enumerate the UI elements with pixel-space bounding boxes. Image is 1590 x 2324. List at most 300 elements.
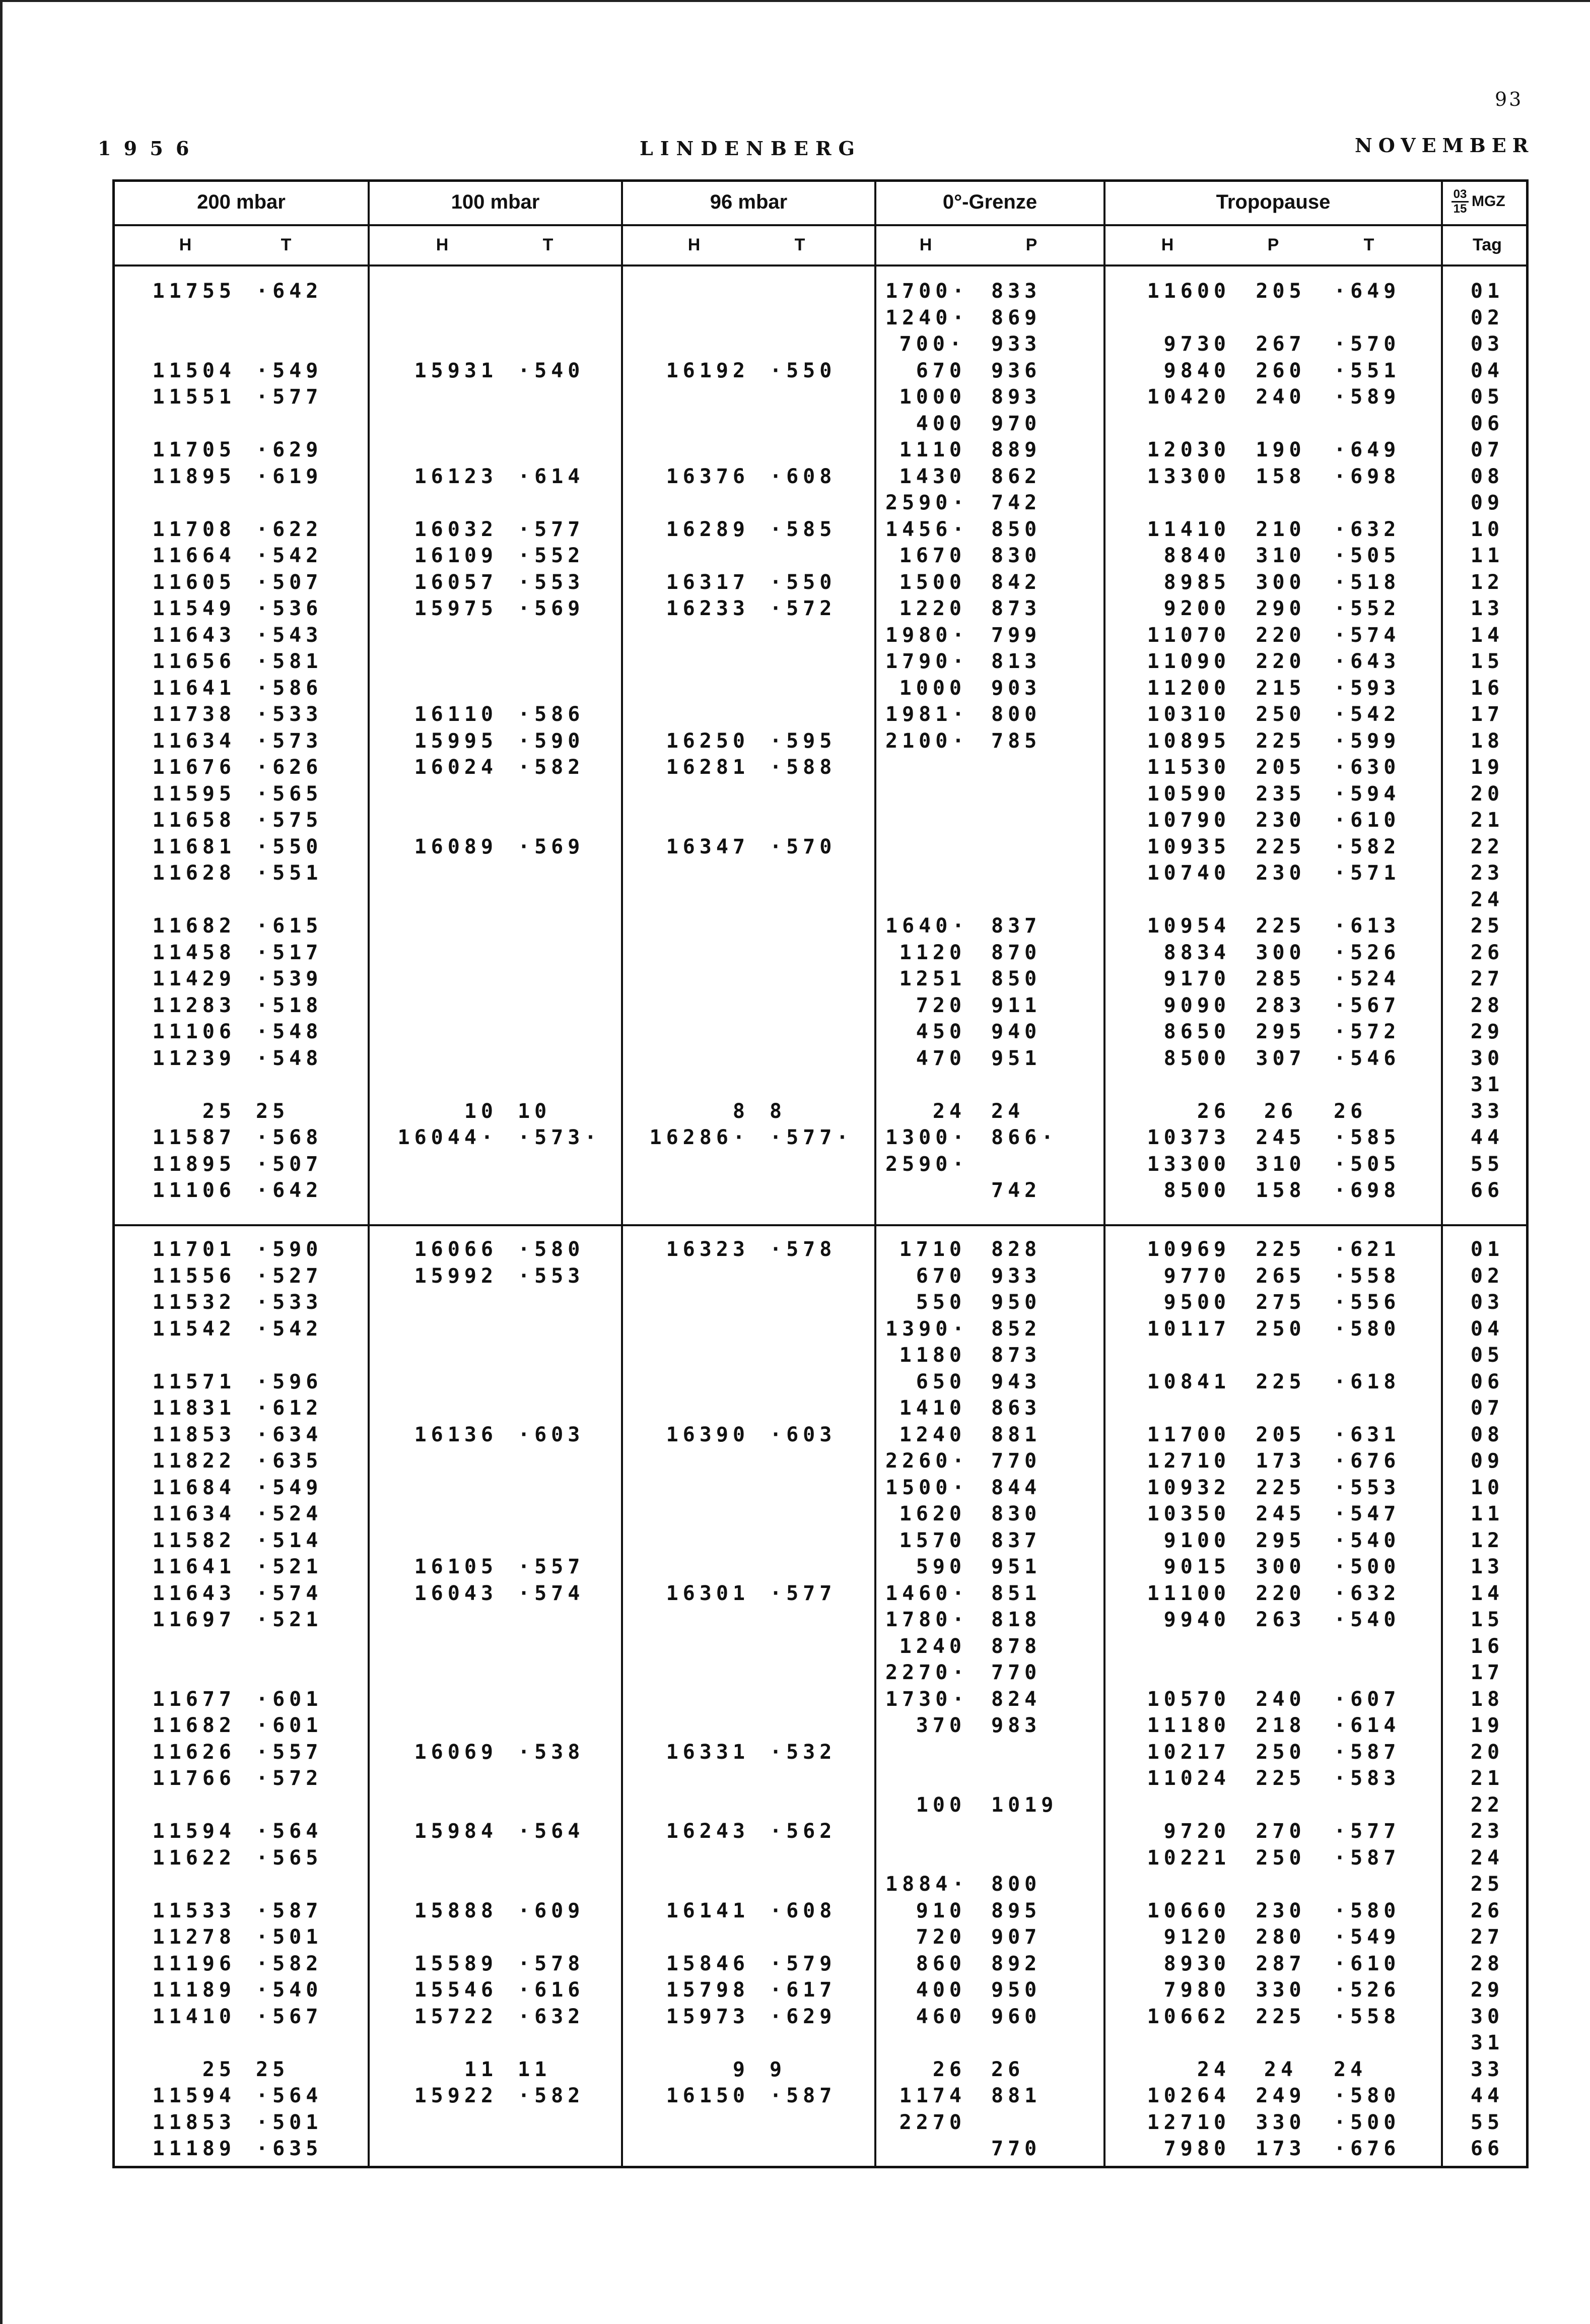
mgz-fraction — [1451, 188, 1469, 216]
cell-htp: 10590 — [1147, 782, 1230, 806]
cell-t200: ·629 — [256, 438, 323, 461]
cell-ptp: 24 — [1264, 2057, 1298, 2081]
cell-ptp: 205 — [1256, 1423, 1306, 1446]
cell-h0: 1790· — [885, 650, 969, 673]
cell-ptp: 250 — [1256, 1740, 1306, 1764]
cell-h96: 16323 — [666, 1238, 749, 1261]
cell-p0: 799 — [991, 623, 1042, 647]
cell-htp: 8834 — [1163, 941, 1230, 964]
cell-ptp: 220 — [1256, 623, 1306, 647]
cell-p0: 892 — [991, 1952, 1042, 1975]
cell-p0: 933 — [991, 1264, 1042, 1288]
cell-htp: 8840 — [1163, 544, 1230, 567]
cell-tag: 28 — [1470, 993, 1504, 1017]
cell-ptp: 240 — [1256, 385, 1306, 409]
cell-t200: ·549 — [256, 1476, 323, 1499]
subheader-divider — [115, 264, 1526, 267]
cell-ptp: 205 — [1256, 280, 1306, 303]
cell-t200: ·581 — [256, 650, 323, 673]
cell-ptp: 225 — [1256, 1767, 1306, 1790]
cell-t200: ·642 — [256, 1179, 323, 1202]
cell-h0: 370 — [916, 1714, 966, 1737]
cell-ttp: 24 — [1334, 2057, 1367, 2081]
cell-tag: 13 — [1470, 597, 1504, 620]
cell-h0: 1980· — [885, 623, 969, 647]
cell-tag: 55 — [1470, 1152, 1504, 1176]
cell-h0: 1640· — [885, 914, 969, 938]
cell-h0: 1000 — [899, 385, 966, 409]
cell-ttp: ·599 — [1334, 729, 1401, 753]
cell-p0: 870 — [991, 941, 1042, 964]
cell-h0: 1730· — [885, 1687, 969, 1711]
cell-ptp: 263 — [1256, 1608, 1306, 1631]
cell-tag: 15 — [1470, 650, 1504, 673]
cell-h200: 11822 — [152, 1449, 236, 1473]
cell-ttp: ·587 — [1334, 1846, 1401, 1870]
cell-h200: 11532 — [152, 1291, 236, 1314]
cell-ttp: ·580 — [1334, 1899, 1401, 1922]
cell-h0: 720 — [916, 1925, 966, 1949]
cell-h0: 1240 — [899, 1634, 966, 1658]
cell-h0: 1300· — [885, 1126, 969, 1149]
cell-p0: 940 — [991, 1020, 1042, 1043]
cell-ptp: 235 — [1256, 782, 1306, 806]
subheader-h200: H — [179, 235, 192, 254]
cell-tag: 12 — [1470, 1529, 1504, 1552]
cell-p0: 828 — [991, 1238, 1042, 1261]
cell-t96: ·562 — [770, 1820, 837, 1843]
cell-h200: 11634 — [152, 729, 236, 753]
cell-t200: ·612 — [256, 1397, 323, 1420]
column-divider — [368, 182, 370, 2166]
cell-h100: 16024 — [414, 756, 498, 779]
cell-t200: ·634 — [256, 1423, 323, 1446]
cell-t200: ·521 — [256, 1555, 323, 1578]
cell-t200: ·590 — [256, 1238, 323, 1261]
cell-ttp: ·583 — [1334, 1767, 1401, 1790]
cell-ptp: 218 — [1256, 1714, 1306, 1737]
cell-t200: 25 — [256, 1099, 290, 1123]
cell-h100: 10 — [464, 1099, 498, 1123]
cell-h200: 11676 — [152, 756, 236, 779]
cell-h100: 16123 — [414, 464, 498, 488]
cell-t100: ·582 — [518, 2084, 585, 2107]
cell-h0: 2270 — [899, 2110, 966, 2134]
cell-ttp: ·613 — [1334, 914, 1401, 938]
cell-h200: 11681 — [152, 835, 236, 858]
cell-h200: 11556 — [152, 1264, 236, 1288]
cell-p0: 881 — [991, 2084, 1042, 2107]
cell-t100: ·569 — [518, 835, 585, 858]
cell-t200: ·548 — [256, 1046, 323, 1070]
cell-h200: 11571 — [152, 1370, 236, 1393]
cell-t200: ·550 — [256, 835, 323, 858]
cell-htp: 9090 — [1163, 993, 1230, 1017]
cell-t200: ·564 — [256, 1820, 323, 1843]
cell-htp: 13300 — [1147, 464, 1230, 488]
cell-h200: 11658 — [152, 809, 236, 832]
cell-ptp: 245 — [1256, 1502, 1306, 1525]
cell-t100: ·578 — [518, 1952, 585, 1975]
cell-h0: 1456· — [885, 517, 969, 541]
cell-h200: 11664 — [152, 544, 236, 567]
cell-h0: 26 — [932, 2057, 966, 2081]
cell-p0: 943 — [991, 1370, 1042, 1393]
cell-tag: 04 — [1470, 359, 1504, 382]
cell-ttp: ·567 — [1334, 993, 1401, 1017]
cell-t200: ·596 — [256, 1370, 323, 1393]
cell-htp: 8930 — [1163, 1952, 1230, 1975]
cell-h200: 11542 — [152, 1317, 236, 1341]
cell-ttp: ·580 — [1334, 1317, 1401, 1341]
column-divider — [1441, 182, 1443, 2166]
cell-t96: ·532 — [770, 1740, 837, 1764]
cell-h0: 700· — [899, 333, 966, 356]
cell-t100: ·538 — [518, 1740, 585, 1764]
cell-ttp: ·505 — [1334, 1152, 1401, 1176]
cell-h96: 16317 — [666, 570, 749, 594]
cell-ptp: 158 — [1256, 1179, 1306, 1202]
cell-t100: ·616 — [518, 1978, 585, 2002]
cell-t200: 25 — [256, 2057, 290, 2081]
cell-htp: 10841 — [1147, 1370, 1230, 1393]
mgz-header — [1447, 186, 1523, 221]
cell-p0: 844 — [991, 1476, 1042, 1499]
cell-ptp: 230 — [1256, 809, 1306, 832]
cell-h200: 11587 — [152, 1126, 236, 1149]
cell-h200: 11628 — [152, 861, 236, 885]
cell-h0: 860 — [916, 1952, 966, 1975]
cell-h0: 1120 — [899, 941, 966, 964]
cell-tag: 21 — [1470, 809, 1504, 832]
cell-h0: 1220 — [899, 597, 966, 620]
cell-htp: 9500 — [1163, 1291, 1230, 1314]
cell-tag: 04 — [1470, 1317, 1504, 1341]
cell-h0: 1174 — [899, 2084, 966, 2107]
cell-h100: 15888 — [414, 1899, 498, 1922]
cell-htp: 8985 — [1163, 570, 1230, 594]
cell-h200: 11853 — [152, 1423, 236, 1446]
cell-h0: 1240· — [885, 306, 969, 329]
cell-h100: 15984 — [414, 1820, 498, 1843]
cell-h100: 16044· — [397, 1126, 498, 1149]
cell-ptp: 225 — [1256, 2005, 1306, 2028]
cell-htp: 11530 — [1147, 756, 1230, 779]
cell-htp: 7980 — [1163, 2137, 1230, 2160]
cell-t96: ·587 — [770, 2084, 837, 2107]
cell-htp: 10935 — [1147, 835, 1230, 858]
group-header-zero-degree: 0°-Grenze — [942, 191, 1038, 213]
cell-htp: 12030 — [1147, 438, 1230, 461]
subheader-ttp: T — [1363, 235, 1374, 254]
cell-h200: 11605 — [152, 570, 236, 594]
cell-h96: 16233 — [666, 597, 749, 620]
cell-ttp: ·518 — [1334, 570, 1401, 594]
cell-h0: 100 — [916, 1793, 966, 1817]
subheader-p0: P — [1025, 235, 1038, 254]
cell-ttp: ·500 — [1334, 2110, 1401, 2134]
cell-h0: 670 — [916, 359, 966, 382]
cell-p0: 818 — [991, 1608, 1042, 1631]
cell-h100: 16105 — [414, 1555, 498, 1578]
cell-tag: 21 — [1470, 1767, 1504, 1790]
cell-h200: 11239 — [152, 1046, 236, 1070]
cell-p0: 970 — [991, 412, 1042, 435]
cell-t96: ·577 — [770, 1581, 837, 1605]
cell-ttp: ·540 — [1334, 1529, 1401, 1552]
cell-h0: 2100· — [885, 729, 969, 753]
cell-htp: 10117 — [1147, 1317, 1230, 1341]
cell-h0: 1981· — [885, 703, 969, 726]
cell-h200: 11831 — [152, 1397, 236, 1420]
cell-p0: 951 — [991, 1555, 1042, 1578]
cell-tag: 17 — [1470, 1661, 1504, 1684]
cell-h96: 9 — [732, 2057, 749, 2081]
cell-tag: 31 — [1470, 2031, 1504, 2054]
cell-tag: 14 — [1470, 1581, 1504, 1605]
cell-htp: 10662 — [1147, 2005, 1230, 2028]
cell-t200: ·533 — [256, 703, 323, 726]
cell-t200: ·573 — [256, 729, 323, 753]
cell-h100: 16110 — [414, 703, 498, 726]
cell-h200: 11643 — [152, 623, 236, 647]
cell-tag: 02 — [1470, 306, 1504, 329]
cell-h96: 16250 — [666, 729, 749, 753]
cell-h0: 550 — [916, 1291, 966, 1314]
cell-tag: 30 — [1470, 1046, 1504, 1070]
cell-ttp: ·632 — [1334, 1581, 1401, 1605]
cell-tag: 25 — [1470, 1873, 1504, 1896]
cell-t200: ·543 — [256, 623, 323, 647]
cell-p0: 951 — [991, 1046, 1042, 1070]
cell-h0: 1700· — [885, 280, 969, 303]
cell-p0: 770 — [991, 2137, 1042, 2160]
cell-h200: 11189 — [152, 1978, 236, 2002]
cell-h0: 650 — [916, 1370, 966, 1393]
cell-ptp: 283 — [1256, 993, 1306, 1017]
cell-p0: 824 — [991, 1687, 1042, 1711]
cell-p0: 850 — [991, 967, 1042, 990]
cell-t96: ·617 — [770, 1978, 837, 2002]
cell-t96: ·550 — [770, 359, 837, 382]
cell-h200: 11429 — [152, 967, 236, 990]
cell-tag: 13 — [1470, 1555, 1504, 1578]
cell-p0: 24 — [991, 1099, 1025, 1123]
cell-htp: 10217 — [1147, 1740, 1230, 1764]
cell-h200: 11641 — [152, 676, 236, 700]
cell-tag: 33 — [1470, 2057, 1504, 2081]
cell-h200: 11582 — [152, 1529, 236, 1552]
cell-p0: 785 — [991, 729, 1042, 753]
cell-t100: ·553 — [518, 1264, 585, 1288]
cell-tag: 12 — [1470, 570, 1504, 594]
cell-ptp: 26 — [1264, 1099, 1298, 1123]
cell-h200: 11697 — [152, 1608, 236, 1631]
subheader-htp: H — [1161, 235, 1174, 254]
cell-h200: 11705 — [152, 438, 236, 461]
cell-t200: ·587 — [256, 1899, 323, 1922]
cell-t200: ·524 — [256, 1502, 323, 1525]
cell-p0: 983 — [991, 1714, 1042, 1737]
mgz-fraction-top: 03 — [1451, 188, 1469, 203]
cell-h200: 11504 — [152, 359, 236, 382]
group-header-divider — [115, 224, 1526, 226]
cell-ttp: ·618 — [1334, 1370, 1401, 1393]
cell-tag: 18 — [1470, 729, 1504, 753]
cell-h200: 11626 — [152, 1740, 236, 1764]
cell-t200: ·542 — [256, 544, 323, 567]
cell-t100: ·552 — [518, 544, 585, 567]
cell-ptp: 310 — [1256, 544, 1306, 567]
cell-ptp: 225 — [1256, 1370, 1306, 1393]
cell-ptp: 280 — [1256, 1925, 1306, 1949]
cell-h200: 11283 — [152, 993, 236, 1017]
cell-t96: ·608 — [770, 464, 837, 488]
cell-ptp: 287 — [1256, 1952, 1306, 1975]
cell-p0: 936 — [991, 359, 1042, 382]
cell-htp: 10350 — [1147, 1502, 1230, 1525]
cell-htp: 10373 — [1147, 1126, 1230, 1149]
cell-ttp: ·631 — [1334, 1423, 1401, 1446]
cell-h100: 15722 — [414, 2005, 498, 2028]
cell-h0: 1110 — [899, 438, 966, 461]
cell-htp: 9100 — [1163, 1529, 1230, 1552]
cell-t96: ·603 — [770, 1423, 837, 1446]
cell-tag: 24 — [1470, 888, 1504, 911]
cell-tag: 08 — [1470, 464, 1504, 488]
cell-ptp: 295 — [1256, 1020, 1306, 1043]
cell-htp: 11410 — [1147, 517, 1230, 541]
cell-h200: 11189 — [152, 2137, 236, 2160]
cell-p0: 830 — [991, 544, 1042, 567]
cell-t100: ·632 — [518, 2005, 585, 2028]
cell-h96: 16243 — [666, 1820, 749, 1843]
cell-t100: 10 — [518, 1099, 551, 1123]
cell-h0: 1780· — [885, 1608, 969, 1631]
cell-ttp: ·524 — [1334, 967, 1401, 990]
cell-t200: ·551 — [256, 861, 323, 885]
cell-p0: 866· — [991, 1126, 1058, 1149]
cell-h0: 470 — [916, 1046, 966, 1070]
cell-tag: 28 — [1470, 1952, 1504, 1975]
subheader-h0: H — [919, 235, 932, 254]
cell-tag: 01 — [1470, 280, 1504, 303]
cell-h0: 590 — [916, 1555, 966, 1578]
cell-tag: 06 — [1470, 1370, 1504, 1393]
cell-htp: 9770 — [1163, 1264, 1230, 1288]
cell-htp: 10660 — [1147, 1899, 1230, 1922]
cell-p0: 907 — [991, 1925, 1042, 1949]
cell-htp: 12710 — [1147, 1449, 1230, 1473]
cell-h100: 15992 — [414, 1264, 498, 1288]
cell-ptp: 220 — [1256, 1581, 1306, 1605]
cell-p0: 852 — [991, 1317, 1042, 1341]
cell-h200: 11551 — [152, 385, 236, 409]
top-page-edge — [0, 0, 1590, 2]
cell-t96: ·579 — [770, 1952, 837, 1975]
cell-htp: 9170 — [1163, 967, 1230, 990]
group-header-tropopause: Tropopause — [1216, 191, 1331, 213]
cell-htp: 11700 — [1147, 1423, 1230, 1446]
cell-tag: 16 — [1470, 676, 1504, 700]
cell-h0: 1390· — [885, 1317, 969, 1341]
cell-h200: 11458 — [152, 941, 236, 964]
cell-ptp: 290 — [1256, 597, 1306, 620]
cell-t96: ·608 — [770, 1899, 837, 1922]
cell-p0: 933 — [991, 333, 1042, 356]
cell-htp: 11100 — [1147, 1581, 1230, 1605]
cell-tag: 11 — [1470, 544, 1504, 567]
cell-h96: 16192 — [666, 359, 749, 382]
cell-h200: 11622 — [152, 1846, 236, 1870]
cell-ptp: 300 — [1256, 570, 1306, 594]
cell-p0: 26 — [991, 2057, 1025, 2081]
cell-tag: 05 — [1470, 385, 1504, 409]
cell-ptp: 330 — [1256, 1978, 1306, 2002]
cell-ttp: ·577 — [1334, 1820, 1401, 1843]
cell-t100: ·564 — [518, 1820, 585, 1843]
cell-t96: 8 — [770, 1099, 787, 1123]
cell-htp: 8500 — [1163, 1046, 1230, 1070]
year-heading: 1 9 5 6 — [98, 137, 192, 160]
cell-tag: 18 — [1470, 1687, 1504, 1711]
cell-ttp: ·556 — [1334, 1291, 1401, 1314]
cell-ttp: 26 — [1334, 1099, 1367, 1123]
cell-ptp: 210 — [1256, 517, 1306, 541]
cell-htp: 11024 — [1147, 1767, 1230, 1790]
cell-ttp: ·549 — [1334, 1925, 1401, 1949]
cell-ptp: 158 — [1256, 464, 1306, 488]
cell-h0: 400 — [916, 1978, 966, 2002]
cell-t96: ·595 — [770, 729, 837, 753]
cell-ptp: 270 — [1256, 1820, 1306, 1843]
cell-tag: 09 — [1470, 1449, 1504, 1473]
cell-t200: ·577 — [256, 385, 323, 409]
cell-p0: 911 — [991, 993, 1042, 1017]
cell-t200: ·619 — [256, 464, 323, 488]
cell-h100: 11 — [464, 2057, 498, 2081]
cell-t200: ·564 — [256, 2084, 323, 2107]
cell-t100: ·569 — [518, 597, 585, 620]
subheader-h96: H — [687, 235, 701, 254]
cell-h0: 1240 — [899, 1423, 966, 1446]
cell-h100: 16069 — [414, 1740, 498, 1764]
cell-ptp: 215 — [1256, 676, 1306, 700]
mgz-fraction-bottom: 15 — [1453, 202, 1467, 216]
cell-t96: ·629 — [770, 2005, 837, 2028]
cell-ttp: ·570 — [1334, 333, 1401, 356]
cell-tag: 11 — [1470, 1502, 1504, 1525]
cell-htp: 9120 — [1163, 1925, 1230, 1949]
cell-ttp: ·558 — [1334, 2005, 1401, 2028]
cell-htp: 26 — [1197, 1099, 1230, 1123]
cell-p0: 950 — [991, 1978, 1042, 2002]
cell-ptp: 330 — [1256, 2110, 1306, 2134]
cell-tag: 66 — [1470, 1179, 1504, 1202]
subheader-h100: H — [436, 235, 449, 254]
cell-h100: 16136 — [414, 1423, 498, 1446]
cell-ttp: ·551 — [1334, 359, 1401, 382]
group-header-200mbar: 200 mbar — [197, 191, 286, 213]
cell-tag: 66 — [1470, 2137, 1504, 2160]
cell-p0: 862 — [991, 464, 1042, 488]
cell-h100: 15546 — [414, 1978, 498, 2002]
cell-t200: ·565 — [256, 782, 323, 806]
month-heading: NOVEMBER — [1355, 134, 1535, 157]
cell-t200: ·527 — [256, 1264, 323, 1288]
column-divider — [874, 182, 876, 2166]
cell-htp: 10954 — [1147, 914, 1230, 938]
